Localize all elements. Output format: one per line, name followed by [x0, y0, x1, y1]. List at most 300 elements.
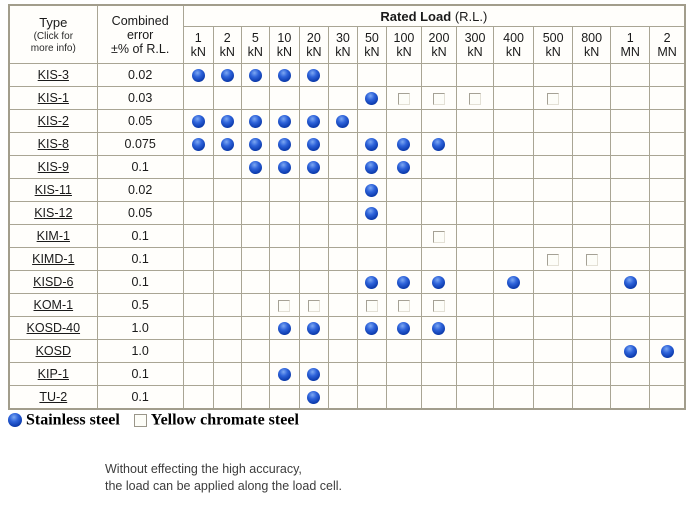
rating-cell [213, 386, 241, 410]
rating-cell [328, 133, 357, 156]
combined-error-value: 0.1 [97, 156, 183, 179]
rating-cell [457, 271, 494, 294]
rating-cell [241, 202, 269, 225]
load-value: 500 [542, 31, 564, 45]
stainless-steel-ball-icon [624, 345, 637, 358]
rating-cell [328, 156, 357, 179]
rating-cell [494, 386, 534, 410]
rating-cell [421, 156, 456, 179]
rating-cell [328, 225, 357, 248]
rating-cell [241, 363, 269, 386]
rating-cell [611, 386, 650, 410]
stainless-steel-ball-icon [432, 138, 445, 151]
rating-cell [534, 202, 573, 225]
combined-error-value: 0.1 [97, 386, 183, 410]
yellow-chromate-square-icon [433, 300, 445, 312]
rating-cell [573, 202, 611, 225]
type-column-subtitle-line2: more info) [30, 43, 76, 54]
rating-cell [534, 248, 573, 271]
stainless-steel-ball-icon [365, 92, 378, 105]
rating-cell [650, 87, 685, 110]
rating-cell [241, 110, 269, 133]
type-cell [9, 271, 97, 294]
rating-cell [650, 110, 685, 133]
rating-cell [241, 179, 269, 202]
load-unit: kN [505, 45, 522, 59]
type-cell [9, 133, 97, 156]
type-cell [9, 202, 97, 225]
rating-cell [299, 110, 328, 133]
load-value: 800 [581, 31, 603, 45]
load-value: 20 [306, 31, 321, 45]
rating-cell [457, 363, 494, 386]
rating-cell [183, 294, 213, 317]
load-column-header-2kn [213, 27, 241, 64]
rating-cell [421, 386, 456, 410]
load-cell-rating-table [8, 4, 686, 410]
table-row-kimd-1 [9, 248, 685, 271]
rating-cell [534, 64, 573, 87]
table-row-kom-1 [9, 294, 685, 317]
rating-cell [573, 179, 611, 202]
rating-cell [328, 271, 357, 294]
rating-cell [213, 133, 241, 156]
rating-cell [386, 179, 421, 202]
rating-cell [269, 248, 299, 271]
rating-cell [611, 340, 650, 363]
rating-cell [494, 202, 534, 225]
type-link-kimd-1[interactable]: KIMD-1 [32, 252, 75, 266]
load-column-header-50kn [357, 27, 386, 64]
rating-cell [611, 133, 650, 156]
rating-cell [299, 156, 328, 179]
rating-cell [241, 340, 269, 363]
rating-cell [328, 64, 357, 87]
table-row-kis-3 [9, 64, 685, 87]
rating-cell [650, 363, 685, 386]
combined-error-value: 0.1 [97, 363, 183, 386]
rating-cell [357, 248, 386, 271]
load-value: 5 [251, 31, 259, 45]
rating-cell [328, 202, 357, 225]
stainless-steel-ball-icon [221, 69, 234, 82]
rating-cell [650, 294, 685, 317]
rating-cell [457, 386, 494, 410]
rating-cell [573, 64, 611, 87]
rating-cell [328, 317, 357, 340]
rating-cell [421, 179, 456, 202]
rating-cell [494, 64, 534, 87]
rating-cell [573, 110, 611, 133]
combined-error-value: 1.0 [97, 340, 183, 363]
load-column-header-5kn [241, 27, 269, 64]
rating-cell [299, 363, 328, 386]
rating-cell [183, 248, 213, 271]
rating-cell [183, 225, 213, 248]
rating-cell [269, 317, 299, 340]
rating-cell [534, 179, 573, 202]
stainless-steel-ball-icon [432, 322, 445, 335]
type-link-kis-11[interactable]: KIS-11 [34, 183, 72, 197]
rating-cell [573, 317, 611, 340]
rating-cell [611, 87, 650, 110]
type-link-kim-1[interactable]: KIM-1 [36, 229, 70, 243]
rating-cell [299, 64, 328, 87]
load-unit: kN [190, 45, 206, 59]
type-link-kisd-6[interactable]: KISD-6 [33, 275, 74, 289]
rating-cell [650, 225, 685, 248]
rating-cell [241, 87, 269, 110]
type-link-kis-2[interactable]: KIS-2 [37, 114, 69, 128]
rating-cell [494, 87, 534, 110]
rating-cell [421, 225, 456, 248]
rating-cell [328, 87, 357, 110]
yellow-chromate-square-icon [366, 300, 378, 312]
type-link-kis-3[interactable]: KIS-3 [37, 68, 69, 82]
rating-cell [269, 294, 299, 317]
stainless-steel-ball-icon [397, 161, 410, 174]
rating-cell [534, 340, 573, 363]
yellow-chromate-square-icon [469, 93, 481, 105]
load-value: 30 [335, 31, 350, 45]
rating-cell [611, 179, 650, 202]
type-link-kom-1[interactable]: KOM-1 [33, 298, 74, 312]
rating-cell [457, 317, 494, 340]
rating-cell [357, 202, 386, 225]
type-cell [9, 156, 97, 179]
rating-cell [213, 225, 241, 248]
rating-cell [534, 110, 573, 133]
rating-cell [650, 179, 685, 202]
type-link-kis-9[interactable]: KIS-9 [37, 160, 69, 174]
table-row-kosd [9, 340, 685, 363]
rating-cell [183, 110, 213, 133]
stainless-steel-ball-icon [432, 276, 445, 289]
rating-cell [611, 317, 650, 340]
rating-cell [457, 133, 494, 156]
rating-cell [534, 386, 573, 410]
rating-cell [386, 271, 421, 294]
type-column-title: Type [39, 15, 68, 30]
type-cell [9, 225, 97, 248]
rating-cell [650, 271, 685, 294]
type-link-kosd-40[interactable]: KOSD-40 [26, 321, 81, 335]
table-row-kim-1 [9, 225, 685, 248]
stainless-steel-ball-icon [661, 345, 674, 358]
type-cell [9, 248, 97, 271]
rating-cell [183, 317, 213, 340]
rating-cell [534, 317, 573, 340]
stainless-steel-ball-icon [249, 161, 262, 174]
rating-cell [183, 202, 213, 225]
type-cell [9, 386, 97, 410]
stainless-steel-ball-icon [365, 184, 378, 197]
type-cell [9, 340, 97, 363]
yellow-chromate-square-icon [433, 93, 445, 105]
stainless-steel-ball-icon [307, 368, 320, 381]
load-column-header-10kn [269, 27, 299, 64]
rating-cell [213, 248, 241, 271]
rating-cell [183, 386, 213, 410]
rating-cell [534, 87, 573, 110]
rating-cell [357, 179, 386, 202]
legend-yellow-chromate-label: Yellow chromate steel [150, 411, 299, 429]
rating-cell [457, 202, 494, 225]
rating-cell [213, 179, 241, 202]
type-link-kosd[interactable]: KOSD [35, 344, 72, 358]
stainless-steel-ball-icon [192, 138, 205, 151]
rating-cell [328, 179, 357, 202]
rating-cell [650, 340, 685, 363]
rating-cell [357, 87, 386, 110]
rating-cell [213, 363, 241, 386]
rating-cell [213, 340, 241, 363]
rating-cell [269, 87, 299, 110]
rating-cell [299, 179, 328, 202]
rating-cell [213, 64, 241, 87]
combined-error-value: 0.1 [97, 248, 183, 271]
rating-cell [386, 225, 421, 248]
load-column-header-2mn [650, 27, 685, 64]
rating-cell [357, 386, 386, 410]
combined-error-value: 0.05 [97, 110, 183, 133]
stainless-steel-ball-icon [624, 276, 637, 289]
rating-cell [494, 271, 534, 294]
load-column-header-1kn [183, 27, 213, 64]
stainless-steel-ball-icon [307, 322, 320, 335]
rating-cell [213, 317, 241, 340]
stainless-steel-ball-icon [278, 69, 291, 82]
rating-cell [534, 294, 573, 317]
rating-cell [611, 110, 650, 133]
combined-error-value: 0.075 [97, 133, 183, 156]
rating-cell [386, 317, 421, 340]
rating-cell [457, 179, 494, 202]
rating-cell [183, 156, 213, 179]
rating-cell [328, 294, 357, 317]
rating-cell [299, 340, 328, 363]
rating-cell [534, 225, 573, 248]
rating-cell [357, 363, 386, 386]
rating-cell [357, 271, 386, 294]
load-column-header-30kn [328, 27, 357, 64]
rating-cell [241, 248, 269, 271]
rating-cell [573, 225, 611, 248]
rating-cell [269, 64, 299, 87]
rating-cell [457, 294, 494, 317]
type-cell [9, 294, 97, 317]
yellow-chromate-square-icon [547, 254, 559, 266]
stainless-steel-ball-icon [8, 413, 22, 427]
load-value: 2 [223, 31, 231, 45]
table-row-kis-1 [9, 87, 685, 110]
yellow-chromate-square-icon [586, 254, 598, 266]
rating-cell [328, 248, 357, 271]
stainless-steel-ball-icon [221, 138, 234, 151]
rating-cell [494, 363, 534, 386]
footnote-line2: the load can be applied along the load cell. [105, 479, 342, 493]
load-column-header-200kn [421, 27, 456, 64]
rating-cell [573, 363, 611, 386]
rating-cell [573, 386, 611, 410]
stainless-steel-ball-icon [278, 115, 291, 128]
rating-cell [494, 248, 534, 271]
table-row-kisd-6 [9, 271, 685, 294]
load-unit: kN [247, 45, 263, 59]
rating-cell [611, 363, 650, 386]
combined-error-value: 0.02 [97, 64, 183, 87]
stainless-steel-ball-icon [249, 69, 262, 82]
rating-cell [328, 110, 357, 133]
rating-cell [357, 225, 386, 248]
type-link-kip-1[interactable]: KIP-1 [37, 367, 69, 381]
type-link-kis-1[interactable]: KIS-1 [37, 91, 69, 105]
rating-cell [534, 156, 573, 179]
type-link-kis-12[interactable]: KIS-12 [34, 206, 73, 220]
rating-cell [386, 87, 421, 110]
legend [8, 411, 299, 429]
rating-cell [269, 340, 299, 363]
rating-cell [241, 225, 269, 248]
yellow-chromate-square-icon [278, 300, 290, 312]
rating-cell [573, 271, 611, 294]
type-cell [9, 179, 97, 202]
rating-cell [241, 294, 269, 317]
load-unit: kN [584, 45, 600, 59]
header-row-top [9, 5, 685, 27]
rating-cell [457, 248, 494, 271]
stainless-steel-ball-icon [307, 115, 320, 128]
rating-cell [386, 386, 421, 410]
type-cell [9, 363, 97, 386]
rating-cell [421, 271, 456, 294]
load-unit: kN [335, 45, 351, 59]
yellow-chromate-square-icon [398, 300, 410, 312]
table-row-kis-12 [9, 202, 685, 225]
rating-cell [573, 156, 611, 179]
table-row-kosd-40 [9, 317, 685, 340]
rating-cell [357, 156, 386, 179]
stainless-steel-ball-icon [278, 138, 291, 151]
type-cell [9, 64, 97, 87]
rating-cell [241, 64, 269, 87]
stainless-steel-ball-icon [507, 276, 520, 289]
stainless-steel-ball-icon [365, 161, 378, 174]
rating-cell [269, 110, 299, 133]
stainless-steel-ball-icon [307, 161, 320, 174]
rating-cell [183, 64, 213, 87]
table-row-kis-2 [9, 110, 685, 133]
stainless-steel-ball-icon [278, 368, 291, 381]
type-column-subtitle-line1: (Click for [33, 31, 74, 42]
type-link-tu-2[interactable]: TU-2 [39, 390, 68, 404]
rating-cell [299, 294, 328, 317]
rating-cell [457, 225, 494, 248]
yellow-chromate-square-icon [134, 414, 147, 427]
rating-cell [386, 110, 421, 133]
rating-cell [611, 64, 650, 87]
table-row-kip-1 [9, 363, 685, 386]
load-column-header-100kn [386, 27, 421, 64]
rating-cell [269, 225, 299, 248]
rating-cell [457, 110, 494, 133]
rating-cell [328, 386, 357, 410]
stainless-steel-ball-icon [365, 276, 378, 289]
yellow-chromate-square-icon [398, 93, 410, 105]
rating-cell [213, 294, 241, 317]
combined-error-value: 0.03 [97, 87, 183, 110]
load-value: 300 [464, 31, 486, 45]
load-unit: kN [467, 45, 483, 59]
load-unit: kN [396, 45, 412, 59]
rating-cell [650, 248, 685, 271]
rating-cell [357, 317, 386, 340]
rating-cell [357, 340, 386, 363]
combined-error-value: 0.02 [97, 179, 183, 202]
stainless-steel-ball-icon [249, 138, 262, 151]
rating-cell [241, 133, 269, 156]
rating-cell [299, 317, 328, 340]
rating-cell [213, 110, 241, 133]
stainless-steel-ball-icon [307, 138, 320, 151]
rating-cell [357, 64, 386, 87]
rating-cell [183, 179, 213, 202]
rating-cell [357, 133, 386, 156]
rating-cell [611, 271, 650, 294]
rating-cell [241, 156, 269, 179]
load-column-header-500kn [534, 27, 573, 64]
rating-cell [299, 133, 328, 156]
rating-cell [213, 202, 241, 225]
rating-cell [269, 156, 299, 179]
rating-cell [650, 202, 685, 225]
stainless-steel-ball-icon [307, 69, 320, 82]
rating-cell [183, 271, 213, 294]
stainless-steel-ball-icon [192, 69, 205, 82]
rating-cell [269, 386, 299, 410]
rating-cell [269, 133, 299, 156]
rating-cell [299, 248, 328, 271]
rating-cell [386, 248, 421, 271]
combined-error-value: 0.1 [97, 225, 183, 248]
load-column-header-800kn [573, 27, 611, 64]
rating-cell [611, 294, 650, 317]
rating-cell [386, 340, 421, 363]
stainless-steel-ball-icon [192, 115, 205, 128]
load-unit: MN [620, 45, 640, 59]
rating-cell [421, 248, 456, 271]
load-value: 200 [428, 31, 450, 45]
yellow-chromate-square-icon [547, 93, 559, 105]
rating-cell [183, 363, 213, 386]
rating-cell [328, 363, 357, 386]
load-column-header-1mn [611, 27, 650, 64]
type-cell [9, 110, 97, 133]
rating-cell [534, 363, 573, 386]
load-unit: kN [276, 45, 292, 59]
rating-cell [386, 202, 421, 225]
rating-cell [241, 271, 269, 294]
rating-cell [241, 386, 269, 410]
type-link-kis-8[interactable]: KIS-8 [37, 137, 69, 151]
rating-cell [494, 110, 534, 133]
yellow-chromate-square-icon [433, 231, 445, 243]
rated-load-header-paren: (R.L.) [454, 8, 488, 24]
rating-cell [494, 294, 534, 317]
rating-cell [573, 87, 611, 110]
load-value: 2 [663, 31, 671, 45]
rating-cell [573, 248, 611, 271]
